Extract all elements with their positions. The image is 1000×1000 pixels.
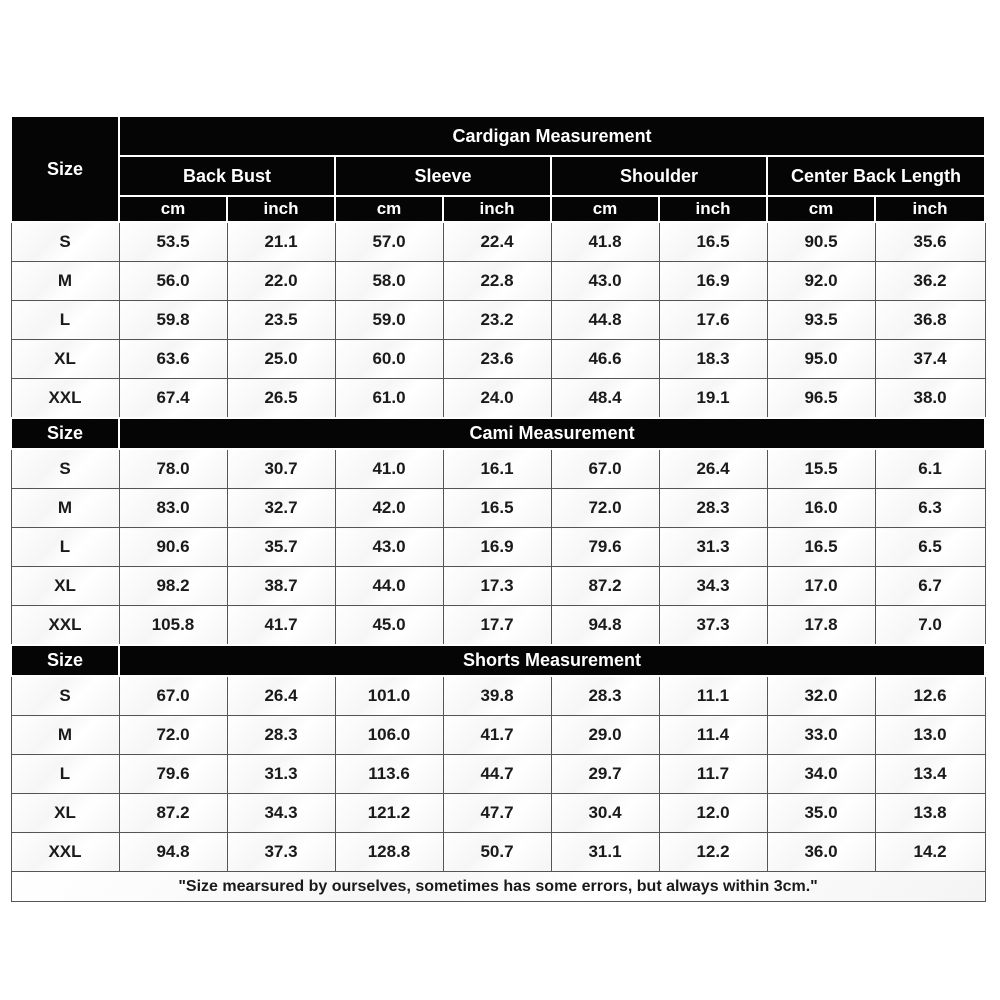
measurement-cell: 29.0: [551, 716, 659, 755]
measurement-cell: 33.0: [767, 716, 875, 755]
size-cell: M: [11, 716, 119, 755]
measurement-cell: 28.3: [551, 676, 659, 716]
measurement-cell: 12.2: [659, 833, 767, 872]
measurement-cell: 26.4: [659, 449, 767, 489]
measurement-cell: 19.1: [659, 379, 767, 419]
size-cell: L: [11, 528, 119, 567]
section-header-row: [11, 645, 985, 676]
measurement-cell: 12.0: [659, 794, 767, 833]
measurement-cell: 34.3: [659, 567, 767, 606]
measurement-cell: 37.4: [875, 340, 985, 379]
size-cell: XXL: [11, 833, 119, 872]
table-row: [11, 676, 985, 716]
table-row: [11, 340, 985, 379]
measurement-cell: 22.0: [227, 262, 335, 301]
measurement-cell: 45.0: [335, 606, 443, 646]
measurement-cell: 41.7: [443, 716, 551, 755]
size-cell: XL: [11, 340, 119, 379]
measurement-cell: 92.0: [767, 262, 875, 301]
table-row: [11, 716, 985, 755]
measurement-cell: 16.5: [659, 222, 767, 262]
measurement-cell: 67.4: [119, 379, 227, 419]
measurement-cell: 17.0: [767, 567, 875, 606]
measurement-cell: 25.0: [227, 340, 335, 379]
unit-header: cm: [767, 196, 875, 222]
measurement-cell: 43.0: [335, 528, 443, 567]
measurement-cell: 72.0: [551, 489, 659, 528]
measurement-cell: 21.1: [227, 222, 335, 262]
measurement-cell: 56.0: [119, 262, 227, 301]
measurement-cell: 16.9: [659, 262, 767, 301]
unit-header: inch: [659, 196, 767, 222]
table-row: [11, 449, 985, 489]
table-row: [11, 528, 985, 567]
measurement-cell: 61.0: [335, 379, 443, 419]
measurement-cell: 29.7: [551, 755, 659, 794]
measurement-cell: 78.0: [119, 449, 227, 489]
measurement-cell: 14.2: [875, 833, 985, 872]
section-title: Cami Measurement: [119, 418, 985, 449]
size-cell: L: [11, 301, 119, 340]
size-cell: M: [11, 489, 119, 528]
measurement-cell: 41.8: [551, 222, 659, 262]
measurement-cell: 42.0: [335, 489, 443, 528]
measurement-cell: 35.0: [767, 794, 875, 833]
unit-header: cm: [119, 196, 227, 222]
measurement-cell: 44.7: [443, 755, 551, 794]
measurement-cell: 101.0: [335, 676, 443, 716]
size-cell: S: [11, 676, 119, 716]
measurement-cell: 7.0: [875, 606, 985, 646]
size-cell: XL: [11, 567, 119, 606]
column-group-header: Sleeve: [335, 156, 551, 196]
table-row: [11, 755, 985, 794]
measurement-cell: 67.0: [119, 676, 227, 716]
measurement-cell: 17.6: [659, 301, 767, 340]
measurement-cell: 58.0: [335, 262, 443, 301]
measurement-cell: 13.4: [875, 755, 985, 794]
measurement-cell: 17.7: [443, 606, 551, 646]
measurement-cell: 22.4: [443, 222, 551, 262]
measurement-cell: 11.7: [659, 755, 767, 794]
measurement-cell: 6.5: [875, 528, 985, 567]
table-row: [11, 262, 985, 301]
table-row: [11, 379, 985, 419]
measurement-cell: 90.6: [119, 528, 227, 567]
measurement-cell: 79.6: [551, 528, 659, 567]
measurement-cell: 17.3: [443, 567, 551, 606]
measurement-cell: 95.0: [767, 340, 875, 379]
size-cell: XL: [11, 794, 119, 833]
measurement-cell: 128.8: [335, 833, 443, 872]
measurement-cell: 93.5: [767, 301, 875, 340]
measurement-cell: 36.2: [875, 262, 985, 301]
measurement-cell: 37.3: [227, 833, 335, 872]
measurement-cell: 34.0: [767, 755, 875, 794]
measurement-cell: 83.0: [119, 489, 227, 528]
measurement-cell: 28.3: [659, 489, 767, 528]
measurement-cell: 79.6: [119, 755, 227, 794]
measurement-cell: 31.3: [659, 528, 767, 567]
section-title: Shorts Measurement: [119, 645, 985, 676]
measurement-cell: 48.4: [551, 379, 659, 419]
measurement-cell: 50.7: [443, 833, 551, 872]
size-cell: M: [11, 262, 119, 301]
table-row: [11, 567, 985, 606]
measurement-cell: 113.6: [335, 755, 443, 794]
measurement-cell: 23.2: [443, 301, 551, 340]
measurement-cell: 38.0: [875, 379, 985, 419]
measurement-cell: 106.0: [335, 716, 443, 755]
measurement-cell: 15.5: [767, 449, 875, 489]
measurement-cell: 44.8: [551, 301, 659, 340]
measurement-cell: 41.0: [335, 449, 443, 489]
unit-header: cm: [551, 196, 659, 222]
size-cell: L: [11, 755, 119, 794]
footnote: "Size mearsured by ourselves, sometimes has some errors, but always within 3cm.": [11, 872, 985, 902]
measurement-cell: 26.4: [227, 676, 335, 716]
column-group-header: Shoulder: [551, 156, 767, 196]
measurement-cell: 35.6: [875, 222, 985, 262]
measurement-cell: 11.1: [659, 676, 767, 716]
measurement-cell: 17.8: [767, 606, 875, 646]
measurement-cell: 12.6: [875, 676, 985, 716]
measurement-cell: 16.9: [443, 528, 551, 567]
measurement-cell: 59.0: [335, 301, 443, 340]
measurement-cell: 23.6: [443, 340, 551, 379]
unit-header: inch: [875, 196, 985, 222]
header-row-units: [11, 196, 985, 222]
measurement-cell: 13.0: [875, 716, 985, 755]
measurement-cell: 31.1: [551, 833, 659, 872]
table-row: [11, 489, 985, 528]
size-header: Size: [11, 418, 119, 449]
measurement-cell: 43.0: [551, 262, 659, 301]
size-header: Size: [11, 645, 119, 676]
measurement-cell: 57.0: [335, 222, 443, 262]
size-chart-table: [10, 115, 986, 902]
measurement-cell: 94.8: [119, 833, 227, 872]
measurement-cell: 35.7: [227, 528, 335, 567]
measurement-cell: 96.5: [767, 379, 875, 419]
measurement-cell: 37.3: [659, 606, 767, 646]
section-title: Cardigan Measurement: [119, 116, 985, 156]
size-cell: S: [11, 222, 119, 262]
unit-header: cm: [335, 196, 443, 222]
measurement-cell: 67.0: [551, 449, 659, 489]
measurement-cell: 6.1: [875, 449, 985, 489]
measurement-cell: 90.5: [767, 222, 875, 262]
column-group-header: Center Back Length: [767, 156, 985, 196]
measurement-cell: 121.2: [335, 794, 443, 833]
measurement-cell: 46.6: [551, 340, 659, 379]
table-row: [11, 301, 985, 340]
column-group-header: Back Bust: [119, 156, 335, 196]
header-row-title: [11, 116, 985, 156]
measurement-cell: 72.0: [119, 716, 227, 755]
measurement-cell: 47.7: [443, 794, 551, 833]
footnote-row: [11, 872, 985, 902]
size-cell: S: [11, 449, 119, 489]
measurement-cell: 63.6: [119, 340, 227, 379]
measurement-cell: 22.8: [443, 262, 551, 301]
measurement-cell: 34.3: [227, 794, 335, 833]
measurement-cell: 16.5: [443, 489, 551, 528]
measurement-cell: 53.5: [119, 222, 227, 262]
measurement-cell: 36.8: [875, 301, 985, 340]
size-header: Size: [11, 116, 119, 222]
measurement-cell: 30.4: [551, 794, 659, 833]
measurement-cell: 59.8: [119, 301, 227, 340]
table-row: [11, 606, 985, 646]
measurement-cell: 36.0: [767, 833, 875, 872]
table-row: [11, 794, 985, 833]
measurement-cell: 30.7: [227, 449, 335, 489]
measurement-cell: 16.0: [767, 489, 875, 528]
measurement-cell: 38.7: [227, 567, 335, 606]
measurement-cell: 6.3: [875, 489, 985, 528]
measurement-cell: 16.1: [443, 449, 551, 489]
measurement-cell: 44.0: [335, 567, 443, 606]
table-row: [11, 222, 985, 262]
measurement-cell: 87.2: [551, 567, 659, 606]
size-cell: XXL: [11, 379, 119, 419]
unit-header: inch: [227, 196, 335, 222]
unit-header: inch: [443, 196, 551, 222]
measurement-cell: 32.7: [227, 489, 335, 528]
measurement-cell: 87.2: [119, 794, 227, 833]
measurement-cell: 28.3: [227, 716, 335, 755]
measurement-cell: 94.8: [551, 606, 659, 646]
measurement-cell: 18.3: [659, 340, 767, 379]
measurement-cell: 60.0: [335, 340, 443, 379]
measurement-cell: 105.8: [119, 606, 227, 646]
measurement-cell: 13.8: [875, 794, 985, 833]
measurement-cell: 16.5: [767, 528, 875, 567]
measurement-cell: 39.8: [443, 676, 551, 716]
measurement-cell: 6.7: [875, 567, 985, 606]
size-cell: XXL: [11, 606, 119, 646]
table-row: [11, 833, 985, 872]
measurement-cell: 32.0: [767, 676, 875, 716]
measurement-cell: 31.3: [227, 755, 335, 794]
section-header-row: [11, 418, 985, 449]
measurement-cell: 23.5: [227, 301, 335, 340]
measurement-cell: 26.5: [227, 379, 335, 419]
measurement-cell: 11.4: [659, 716, 767, 755]
measurement-cell: 98.2: [119, 567, 227, 606]
header-row-groups: [11, 156, 985, 196]
measurement-cell: 24.0: [443, 379, 551, 419]
measurement-cell: 41.7: [227, 606, 335, 646]
